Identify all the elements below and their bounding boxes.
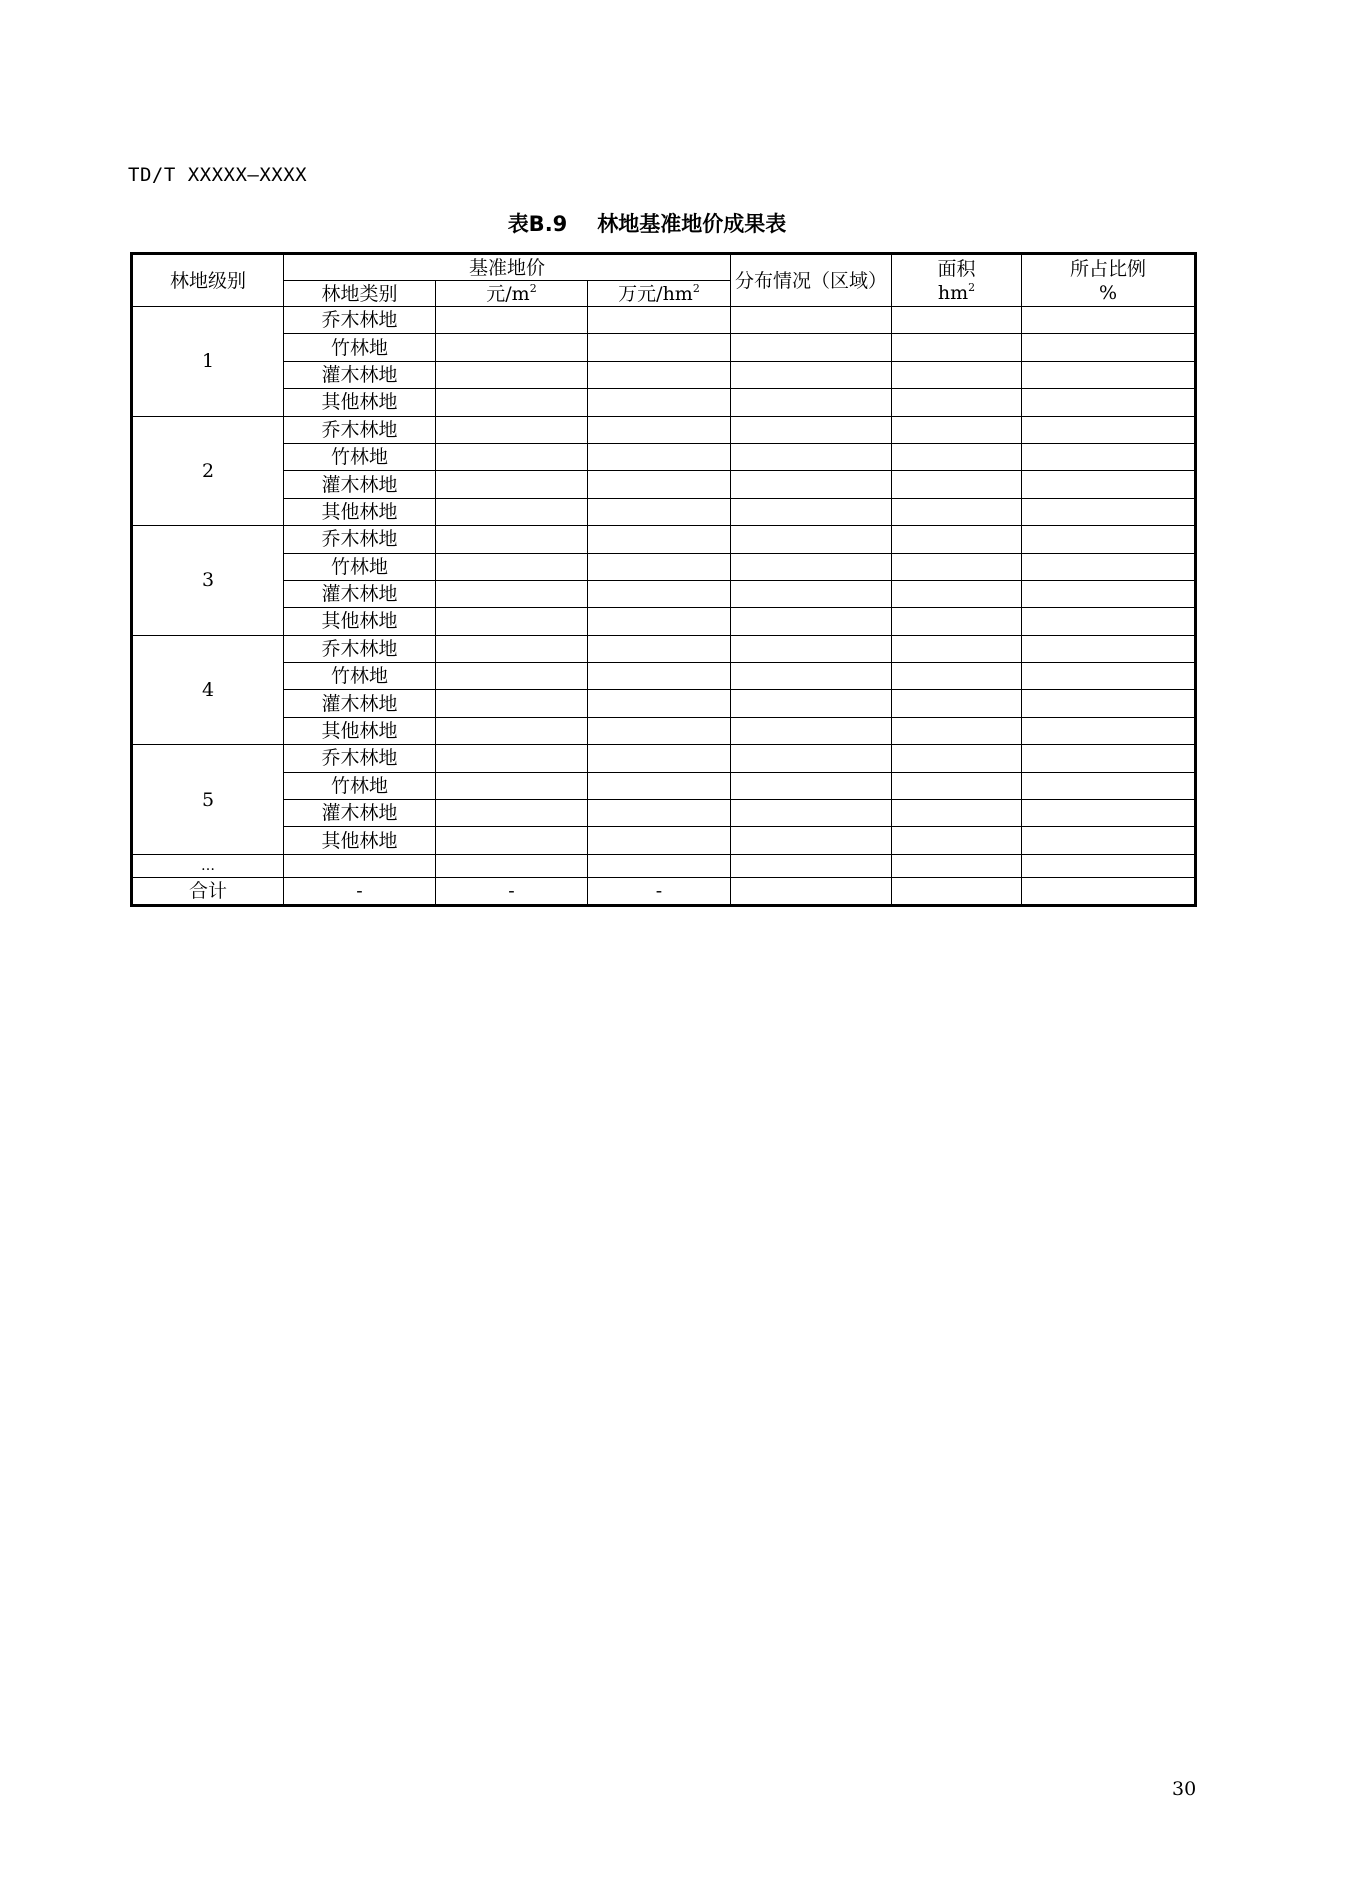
page-number: 30	[1172, 1778, 1197, 1800]
grade-level: 4	[132, 635, 284, 745]
table-row	[132, 471, 1196, 498]
table-row	[132, 443, 1196, 470]
empty-cell	[731, 827, 892, 854]
empty-cell	[588, 471, 731, 498]
empty-cell	[1022, 361, 1196, 388]
table-row	[132, 690, 1196, 717]
empty-cell	[436, 307, 588, 334]
empty-cell	[588, 854, 731, 877]
table-caption	[0, 208, 1294, 238]
empty-cell	[892, 608, 1022, 635]
total-label: 合计	[132, 877, 284, 905]
table-row	[132, 663, 1196, 690]
table-row	[132, 416, 1196, 443]
land-type: 灌木林地	[284, 361, 436, 388]
empty-cell	[731, 443, 892, 470]
empty-cell	[1022, 877, 1196, 905]
empty-cell	[1022, 635, 1196, 662]
empty-cell	[1022, 416, 1196, 443]
ellipsis-row	[132, 854, 1196, 877]
land-type: 乔木林地	[284, 526, 436, 553]
empty-cell	[892, 526, 1022, 553]
document-id: TD/T XXXXX—XXXX	[128, 164, 308, 186]
table-row	[132, 580, 1196, 607]
table-row	[132, 389, 1196, 416]
empty-cell	[436, 553, 588, 580]
land-type: 灌木林地	[284, 690, 436, 717]
empty-cell	[436, 827, 588, 854]
header-unit-yuan-sup: 2	[529, 281, 537, 295]
empty-cell	[731, 416, 892, 443]
header-ratio-unit: %	[1098, 281, 1118, 304]
empty-cell	[731, 361, 892, 388]
table-body	[132, 254, 1196, 906]
empty-cell	[1022, 498, 1196, 525]
empty-cell	[731, 745, 892, 772]
header-area-unit: hm	[937, 281, 969, 304]
land-type: 灌木林地	[284, 580, 436, 607]
empty-cell	[588, 772, 731, 799]
ellipsis-cell: …	[132, 854, 284, 877]
empty-cell	[892, 361, 1022, 388]
empty-cell	[731, 663, 892, 690]
grade-level: 5	[132, 745, 284, 855]
empty-cell	[588, 416, 731, 443]
land-type: 乔木林地	[284, 635, 436, 662]
table-title: 林地基准地价成果表	[597, 212, 787, 236]
empty-cell	[588, 307, 731, 334]
empty-cell	[892, 389, 1022, 416]
table-row	[132, 800, 1196, 827]
dash-cell: -	[588, 877, 731, 905]
empty-cell	[436, 608, 588, 635]
empty-cell	[892, 416, 1022, 443]
empty-cell	[1022, 580, 1196, 607]
empty-cell	[588, 580, 731, 607]
land-type: 灌木林地	[284, 471, 436, 498]
empty-cell	[1022, 772, 1196, 799]
empty-cell	[731, 334, 892, 361]
empty-cell	[436, 800, 588, 827]
empty-cell	[1022, 553, 1196, 580]
empty-cell	[436, 690, 588, 717]
header-area-label: 面积	[937, 257, 976, 280]
empty-cell	[731, 307, 892, 334]
land-type: 竹林地	[284, 443, 436, 470]
header-ratio	[1022, 254, 1196, 307]
empty-cell	[892, 443, 1022, 470]
empty-cell	[1022, 389, 1196, 416]
empty-cell	[892, 307, 1022, 334]
empty-cell	[436, 471, 588, 498]
empty-cell	[892, 553, 1022, 580]
empty-cell	[731, 717, 892, 744]
header-base-price: 基准地价	[284, 254, 731, 281]
empty-cell	[1022, 854, 1196, 877]
empty-cell	[1022, 717, 1196, 744]
empty-cell	[731, 854, 892, 877]
empty-cell	[1022, 827, 1196, 854]
empty-cell	[731, 608, 892, 635]
empty-cell	[892, 827, 1022, 854]
empty-cell	[436, 772, 588, 799]
empty-cell	[892, 663, 1022, 690]
empty-cell	[892, 580, 1022, 607]
empty-cell	[892, 800, 1022, 827]
table-row	[132, 553, 1196, 580]
empty-cell	[731, 800, 892, 827]
empty-cell	[1022, 663, 1196, 690]
table-row	[132, 334, 1196, 361]
empty-cell	[731, 580, 892, 607]
table-row	[132, 635, 1196, 662]
empty-cell	[1022, 471, 1196, 498]
empty-cell	[731, 635, 892, 662]
empty-cell	[436, 389, 588, 416]
dash-cell: -	[436, 877, 588, 905]
land-type: 竹林地	[284, 663, 436, 690]
header-unit-yuan	[436, 281, 588, 307]
empty-cell	[436, 526, 588, 553]
empty-cell	[588, 827, 731, 854]
empty-cell	[436, 416, 588, 443]
table-row	[132, 717, 1196, 744]
table-row	[132, 526, 1196, 553]
empty-cell	[588, 553, 731, 580]
table-row	[132, 772, 1196, 799]
land-type: 其他林地	[284, 827, 436, 854]
empty-cell	[588, 361, 731, 388]
header-unit-wanyuan	[588, 281, 731, 307]
header-ratio-label: 所占比例	[1069, 257, 1146, 280]
table-row	[132, 827, 1196, 854]
land-type: 竹林地	[284, 772, 436, 799]
land-type: 乔木林地	[284, 416, 436, 443]
empty-cell	[892, 877, 1022, 905]
empty-cell	[892, 471, 1022, 498]
land-type: 竹林地	[284, 553, 436, 580]
empty-cell	[436, 717, 588, 744]
land-type: 竹林地	[284, 334, 436, 361]
empty-cell	[436, 635, 588, 662]
empty-cell	[892, 635, 1022, 662]
empty-cell	[588, 690, 731, 717]
empty-cell	[892, 717, 1022, 744]
empty-cell	[1022, 307, 1196, 334]
grade-level: 2	[132, 416, 284, 526]
header-area	[892, 254, 1022, 307]
land-type: 乔木林地	[284, 307, 436, 334]
empty-cell	[436, 854, 588, 877]
empty-cell	[588, 526, 731, 553]
empty-cell	[588, 443, 731, 470]
empty-cell	[588, 745, 731, 772]
empty-cell	[731, 877, 892, 905]
empty-cell	[892, 772, 1022, 799]
table-row	[132, 307, 1196, 334]
empty-cell	[892, 690, 1022, 717]
empty-cell	[1022, 745, 1196, 772]
header-distribution: 分布情况（区域）	[731, 254, 892, 307]
table-row	[132, 361, 1196, 388]
empty-cell	[892, 498, 1022, 525]
empty-cell	[588, 334, 731, 361]
header-area-sup: 2	[968, 280, 976, 294]
total-row	[132, 877, 1196, 905]
empty-cell	[436, 745, 588, 772]
table-number: 表B.9	[507, 212, 568, 236]
empty-cell	[731, 471, 892, 498]
empty-cell	[588, 717, 731, 744]
empty-cell	[892, 854, 1022, 877]
empty-cell	[1022, 334, 1196, 361]
empty-cell	[284, 854, 436, 877]
empty-cell	[588, 635, 731, 662]
empty-cell	[731, 498, 892, 525]
grade-level: 1	[132, 307, 284, 417]
empty-cell	[436, 443, 588, 470]
header-unit-yuan-label: 元/m	[486, 282, 530, 305]
empty-cell	[588, 608, 731, 635]
empty-cell	[1022, 608, 1196, 635]
header-unit-wanyuan-label: 万元/hm	[618, 282, 693, 305]
header-unit-wanyuan-sup: 2	[692, 281, 700, 295]
land-price-table	[130, 252, 1197, 907]
empty-cell	[1022, 690, 1196, 717]
empty-cell	[892, 745, 1022, 772]
header-row-1	[132, 254, 1196, 281]
empty-cell	[436, 663, 588, 690]
grade-level: 3	[132, 526, 284, 636]
land-type: 其他林地	[284, 608, 436, 635]
empty-cell	[436, 334, 588, 361]
header-type: 林地类别	[284, 281, 436, 307]
empty-cell	[731, 526, 892, 553]
empty-cell	[892, 334, 1022, 361]
land-type: 乔木林地	[284, 745, 436, 772]
empty-cell	[588, 389, 731, 416]
land-type: 其他林地	[284, 498, 436, 525]
empty-cell	[731, 690, 892, 717]
land-type: 其他林地	[284, 389, 436, 416]
table-row	[132, 608, 1196, 635]
land-type: 灌木林地	[284, 800, 436, 827]
dash-cell: -	[284, 877, 436, 905]
empty-cell	[588, 663, 731, 690]
empty-cell	[436, 361, 588, 388]
empty-cell	[436, 580, 588, 607]
empty-cell	[731, 772, 892, 799]
table-row	[132, 498, 1196, 525]
empty-cell	[436, 498, 588, 525]
land-type: 其他林地	[284, 717, 436, 744]
table-row	[132, 745, 1196, 772]
empty-cell	[1022, 443, 1196, 470]
empty-cell	[731, 553, 892, 580]
empty-cell	[588, 800, 731, 827]
empty-cell	[1022, 526, 1196, 553]
header-grade: 林地级别	[132, 254, 284, 307]
empty-cell	[731, 389, 892, 416]
empty-cell	[588, 498, 731, 525]
empty-cell	[1022, 800, 1196, 827]
